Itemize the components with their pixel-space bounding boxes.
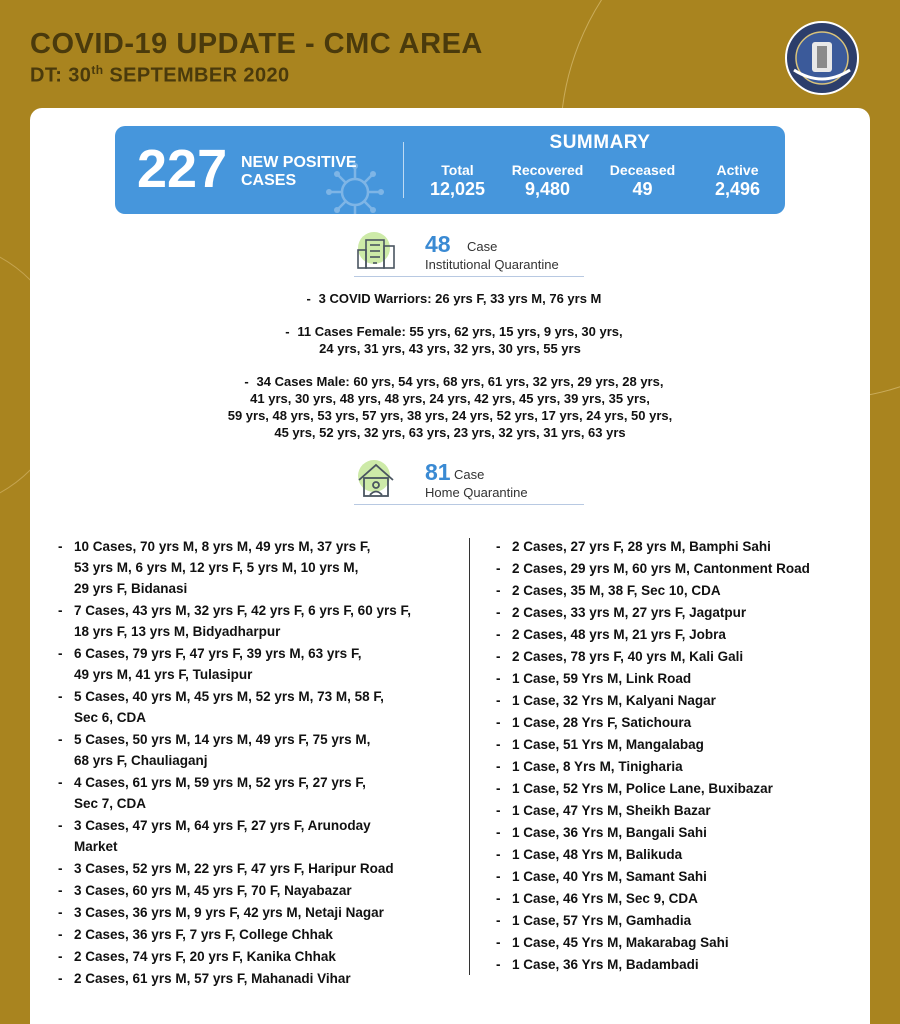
- new-positive-label-line2: CASES: [241, 172, 297, 189]
- list-item: - 3 Cases, 60 yrs M, 45 yrs F, 70 F, Nayabazar: [58, 880, 458, 901]
- summary-stats: [415, 162, 785, 199]
- list-item: - 1 Case, 52 Yrs M, Police Lane, Buxibazar: [496, 778, 864, 799]
- list-item: - 2 Cases, 48 yrs M, 21 yrs F, Jobra: [496, 624, 864, 645]
- list-line: - 5 Cases, 50 yrs M, 14 yrs M, 49 yrs F, 75 yrs M,: [74, 732, 371, 747]
- home-icon: [354, 458, 398, 502]
- stat-label: Total: [441, 162, 474, 178]
- list-item: - 2 Cases, 33 yrs M, 27 yrs F, Jagatpur: [496, 602, 864, 623]
- male-cases-line: - 34 Cases Male: 60 yrs, 54 yrs, 68 yrs, 61 yrs, 32 yrs, 29 yrs, 28 yrs,: [244, 374, 664, 389]
- list-item: - 2 Cases, 78 yrs F, 40 yrs M, Kali Gali: [496, 646, 864, 667]
- female-cases-line: 24 yrs, 31 yrs, 43 yrs, 32 yrs, 30 yrs, 55 yrs: [319, 341, 581, 356]
- male-cases-line: 59 yrs, 48 yrs, 53 yrs, 57 yrs, 38 yrs, 24 yrs, 52 yrs, 17 yrs, 24 yrs, 50 yrs,: [227, 408, 673, 423]
- list-item: - 3 Cases, 52 yrs M, 22 yrs F, 47 yrs F, Haripur Road: [58, 858, 458, 879]
- list-item: - 2 Cases, 74 yrs F, 20 yrs F, Kanika Chhak: [58, 946, 458, 967]
- list-line: - 6 Cases, 79 yrs F, 47 yrs F, 39 yrs M, 63 yrs F,: [74, 646, 362, 661]
- list-item: - 1 Case, 51 Yrs M, Mangalabag: [496, 734, 864, 755]
- female-cases-text: 11 Cases Female: 55 yrs, 62 yrs, 15 yrs, 9 yrs, 30 yrs,: [297, 324, 623, 339]
- stat-label: Deceased: [609, 162, 676, 178]
- list-item: [58, 729, 458, 771]
- list-line: - 7 Cases, 43 yrs M, 32 yrs F, 42 yrs F, 6 yrs F, 60 yrs F,: [74, 603, 411, 618]
- list-item: - 3 Cases, 36 yrs M, 9 yrs F, 42 yrs M, Netaji Nagar: [58, 902, 458, 923]
- home-list-left: [58, 536, 458, 990]
- stat-label: Recovered: [511, 162, 584, 178]
- male-cases-line: 41 yrs, 30 yrs, 48 yrs, 48 yrs, 24 yrs, 42 yrs, 45 yrs, 39 yrs, 35 yrs,: [250, 391, 650, 406]
- heading-underline: [354, 276, 584, 277]
- list-item: - 1 Case, 47 Yrs M, Sheikh Bazar: [496, 800, 864, 821]
- report-date: [30, 63, 483, 88]
- date-suffix-ordinal: th: [91, 63, 104, 77]
- home-list-right: [496, 536, 864, 976]
- list-item: [58, 643, 458, 685]
- list-line: 49 yrs M, 41 yrs F, Tulasipur: [74, 667, 253, 682]
- stat-deceased: [595, 162, 690, 199]
- list-line: 29 yrs F, Bidanasi: [74, 581, 188, 596]
- date-month-year: SEPTEMBER 2020: [103, 64, 290, 87]
- page-title: COVID-19 UPDATE - CMC AREA: [30, 28, 483, 60]
- list-item: - 2 Cases, 61 yrs M, 57 yrs F, Mahanadi Vihar: [58, 968, 458, 989]
- list-item: [58, 815, 458, 857]
- list-item: - 2 Cases, 29 yrs M, 60 yrs M, Cantonment Road: [496, 558, 864, 579]
- male-cases-block: [30, 373, 870, 441]
- list-item: - 1 Case, 46 Yrs M, Sec 9, CDA: [496, 888, 864, 909]
- list-item: [58, 600, 458, 642]
- list-item: - 1 Case, 8 Yrs M, Tinigharia: [496, 756, 864, 777]
- stat-value: 2,496: [714, 179, 761, 199]
- list-item: - 1 Case, 36 Yrs M, Badambadi: [496, 954, 864, 975]
- stat-value: 49: [632, 179, 653, 199]
- new-positive-label-line1: NEW POSITIVE: [241, 154, 357, 171]
- list-line: - 3 Cases, 47 yrs M, 64 yrs F, 27 yrs F, Arunoday: [74, 818, 371, 833]
- case-label: Case: [454, 467, 485, 482]
- banner-divider: [403, 142, 404, 198]
- stat-recovered: [500, 162, 595, 199]
- list-line: 53 yrs M, 6 yrs M, 12 yrs F, 5 yrs M, 10 yrs M,: [74, 560, 359, 575]
- institutional-quarantine-heading: [354, 230, 594, 276]
- list-line: 18 yrs F, 13 yrs M, Bidyadharpur: [74, 624, 281, 639]
- building-icon: [354, 230, 398, 274]
- male-cases-line: 45 yrs, 52 yrs, 32 yrs, 63 yrs, 23 yrs, 32 yrs, 31 yrs, 63 yrs: [274, 425, 626, 440]
- list-item: [58, 536, 458, 599]
- list-item: - 1 Case, 36 Yrs M, Bangali Sahi: [496, 822, 864, 843]
- institutional-details: [30, 290, 870, 457]
- column-divider: [469, 538, 470, 975]
- male-cases-text: 34 Cases Male: 60 yrs, 54 yrs, 68 yrs, 61 yrs, 32 yrs, 29 yrs, 28 yrs,: [256, 374, 664, 389]
- list-line: Sec 7, CDA: [74, 796, 147, 811]
- covid-warriors-text: 3 COVID Warriors: 26 yrs F, 33 yrs M, 76 yrs M: [318, 291, 602, 306]
- list-item: - 1 Case, 59 Yrs M, Link Road: [496, 668, 864, 689]
- list-item: - 1 Case, 45 Yrs M, Makarabag Sahi: [496, 932, 864, 953]
- institutional-label: Institutional Quarantine: [425, 257, 559, 272]
- municipal-corporation-logo-icon: [782, 18, 862, 98]
- page-header: [30, 28, 483, 88]
- list-item: - 1 Case, 32 Yrs M, Kalyani Nagar: [496, 690, 864, 711]
- list-line: 68 yrs F, Chauliaganj: [74, 753, 208, 768]
- list-item: [58, 772, 458, 814]
- covid-warriors-line: - 3 COVID Warriors: 26 yrs F, 33 yrs M, 76 yrs M: [306, 291, 602, 306]
- list-line: Market: [74, 839, 118, 854]
- female-cases-line: - 11 Cases Female: 55 yrs, 62 yrs, 15 yrs, 9 yrs, 30 yrs,: [285, 324, 623, 339]
- list-item: - 2 Cases, 35 M, 38 F, Sec 10, CDA: [496, 580, 864, 601]
- stat-value: 12,025: [429, 179, 486, 199]
- date-prefix: DT: 30: [30, 64, 92, 87]
- summary-banner: [115, 126, 785, 214]
- home-count: 81: [425, 459, 451, 485]
- list-line: - 4 Cases, 61 yrs M, 59 yrs M, 52 yrs F, 27 yrs F,: [74, 775, 366, 790]
- list-item: - 1 Case, 28 Yrs F, Satichoura: [496, 712, 864, 733]
- list-item: - 2 Cases, 36 yrs F, 7 yrs F, College Chhak: [58, 924, 458, 945]
- list-item: - 1 Case, 57 Yrs M, Gamhadia: [496, 910, 864, 931]
- list-line: - 10 Cases, 70 yrs M, 8 yrs M, 49 yrs M, 37 yrs F,: [74, 539, 371, 554]
- list-item: [58, 686, 458, 728]
- summary-title: SUMMARY: [549, 132, 651, 153]
- virus-icon: [325, 162, 385, 214]
- stat-label: Active: [716, 162, 759, 178]
- list-line: - 5 Cases, 40 yrs M, 45 yrs M, 52 yrs M, 73 M, 58 F,: [74, 689, 384, 704]
- new-positive-count: 227: [137, 139, 228, 199]
- list-item: - 2 Cases, 27 yrs F, 28 yrs M, Bamphi Sahi: [496, 536, 864, 557]
- institutional-count: 48: [425, 231, 451, 257]
- home-quarantine-heading: [354, 458, 594, 504]
- stat-value: 9,480: [524, 179, 571, 199]
- list-item: - 1 Case, 40 Yrs M, Samant Sahi: [496, 866, 864, 887]
- case-label: Case: [467, 239, 498, 254]
- list-item: - 1 Case, 48 Yrs M, Balikuda: [496, 844, 864, 865]
- stat-total: [415, 162, 500, 199]
- list-line: Sec 6, CDA: [74, 710, 147, 725]
- stat-active: [690, 162, 785, 199]
- content-card: [30, 108, 870, 1024]
- heading-underline: [354, 504, 584, 505]
- female-cases-block: [30, 323, 870, 357]
- home-label: Home Quarantine: [425, 485, 528, 500]
